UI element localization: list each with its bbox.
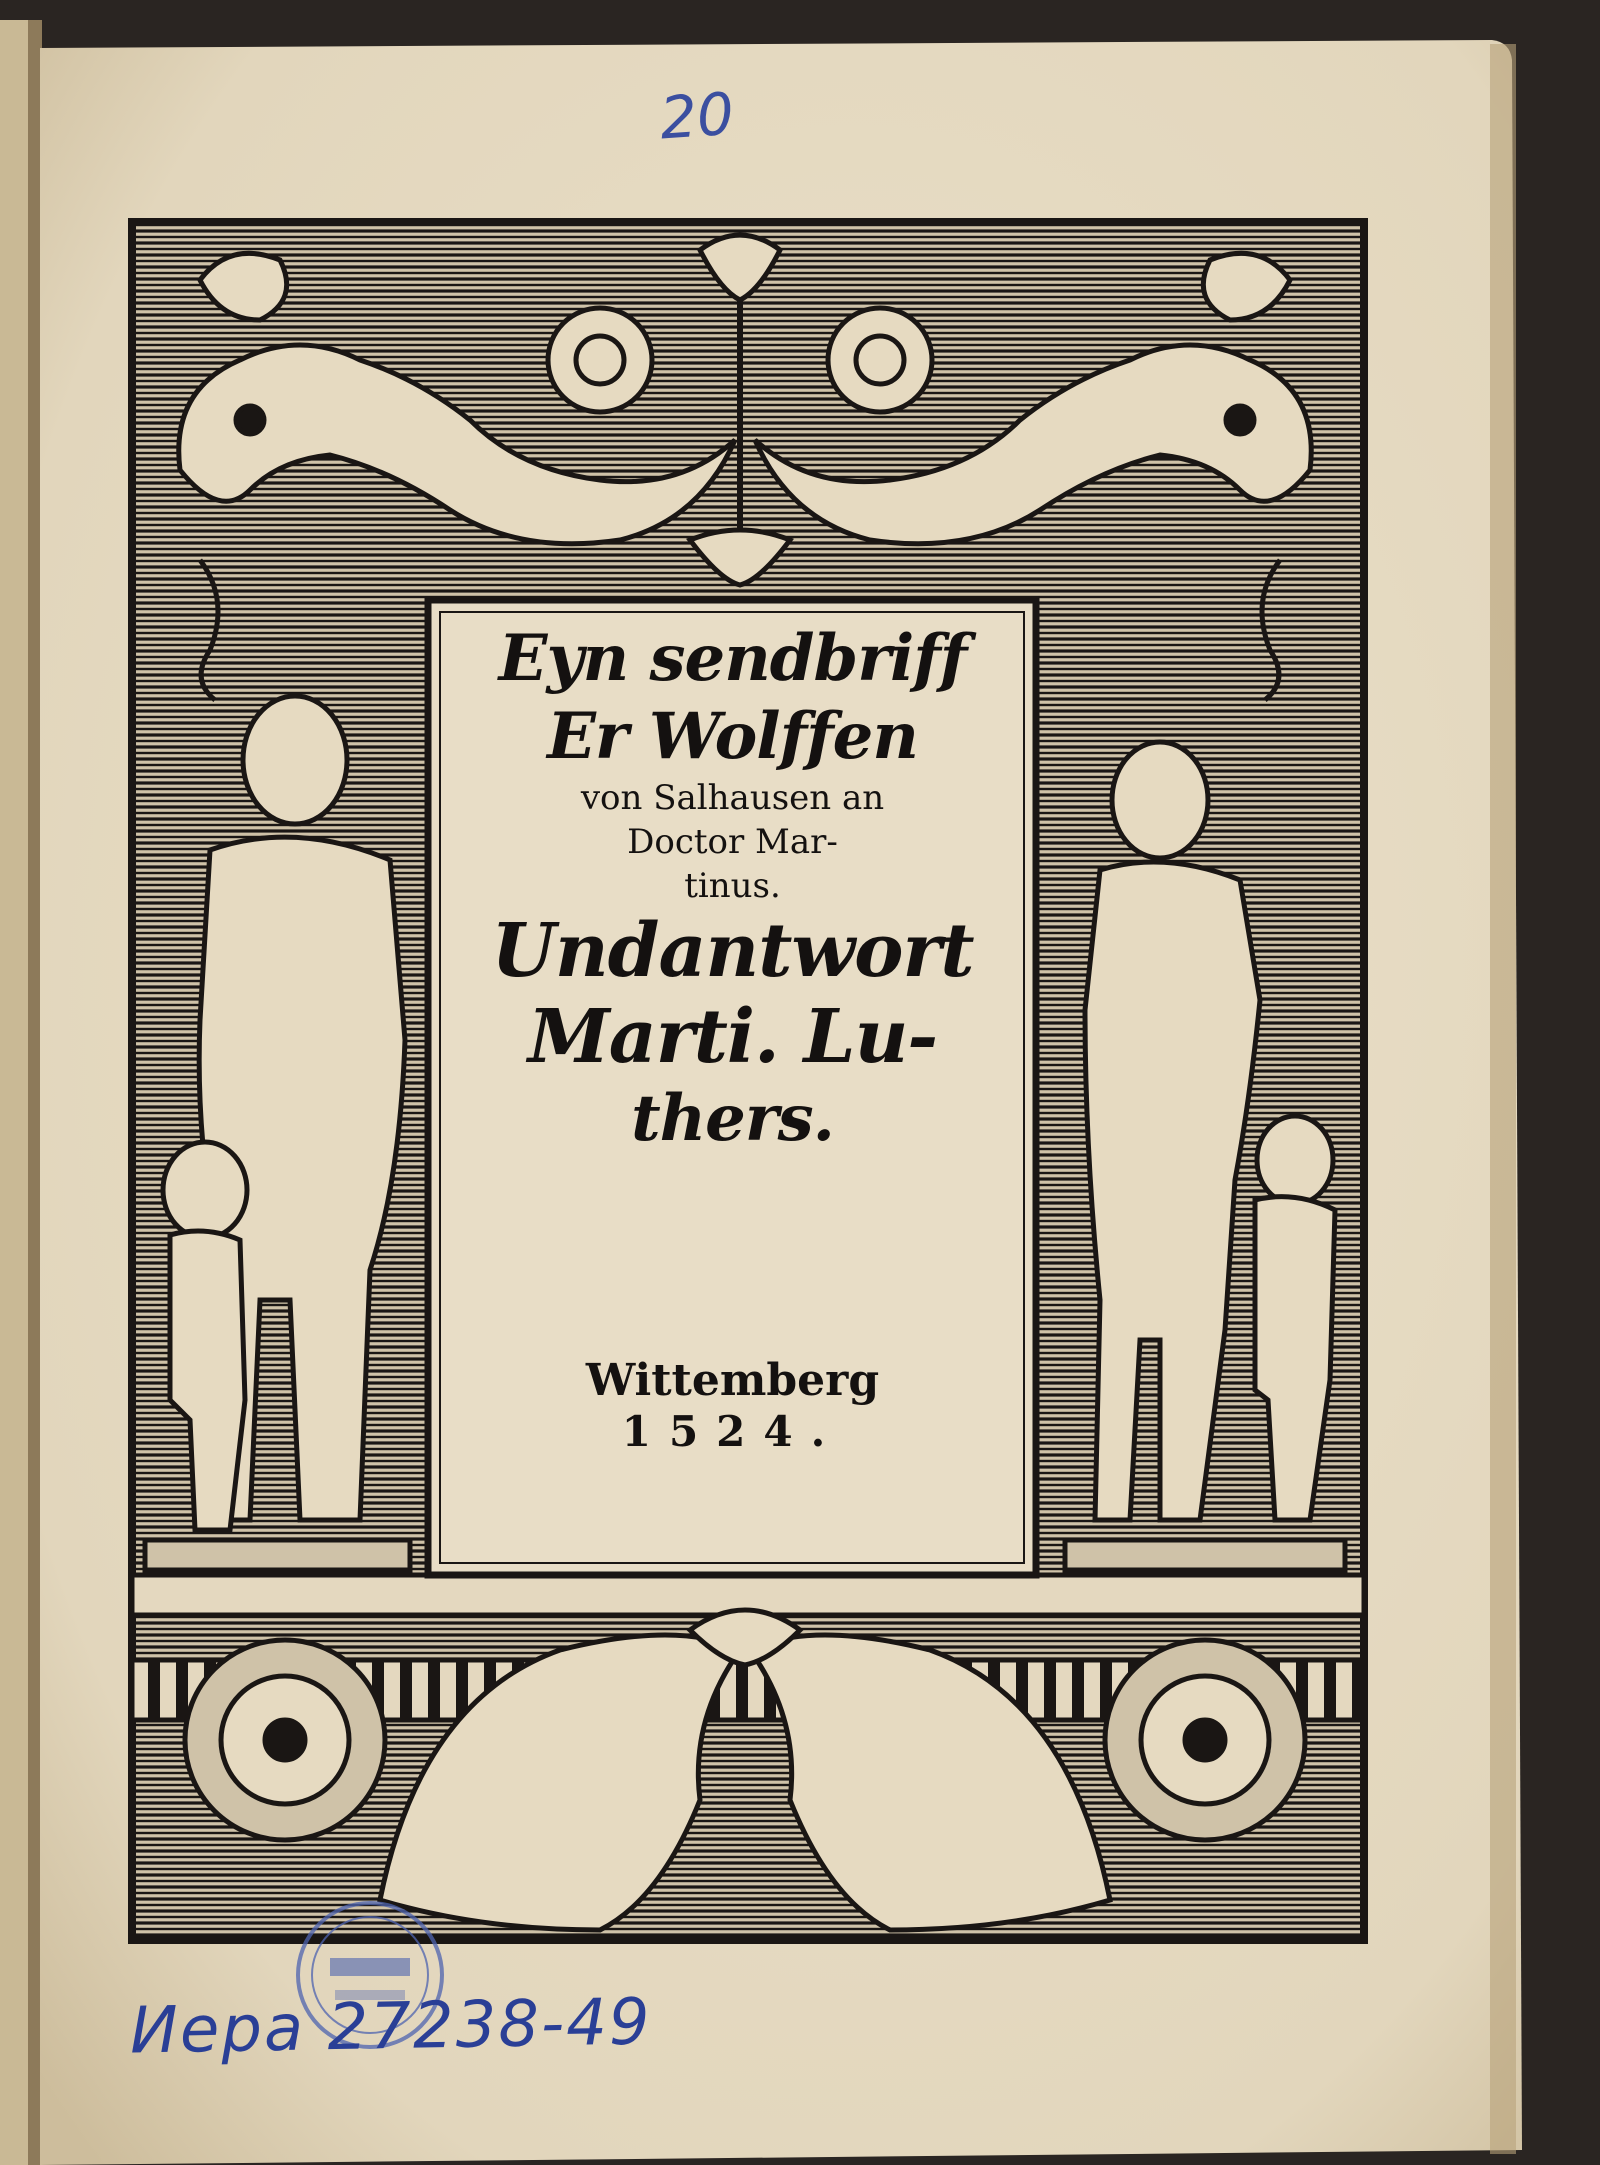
imprint-year: 1524. <box>621 1407 844 1456</box>
title-line-3: von Salhausen an <box>580 778 885 818</box>
title-panel <box>428 600 1036 1575</box>
woodcut-title-border <box>132 222 1364 1940</box>
title-line-4: Doctor Mar- <box>627 822 838 862</box>
title-line-1: Eyn sendbriff <box>498 621 967 696</box>
folio-number-annotation: 20 <box>657 79 737 153</box>
title-line-2: Er Wolffen <box>547 699 918 774</box>
title-line-8: thers. <box>631 1081 834 1156</box>
imprint-place: Wittemberg <box>585 1355 880 1406</box>
title-line-5: tinus. <box>684 866 781 906</box>
title-line-6: Undantwort <box>491 908 974 994</box>
title-line-7: Marti. Lu- <box>527 994 938 1080</box>
shelfmark-annotation: Иера 27238-49 <box>129 1985 653 2069</box>
